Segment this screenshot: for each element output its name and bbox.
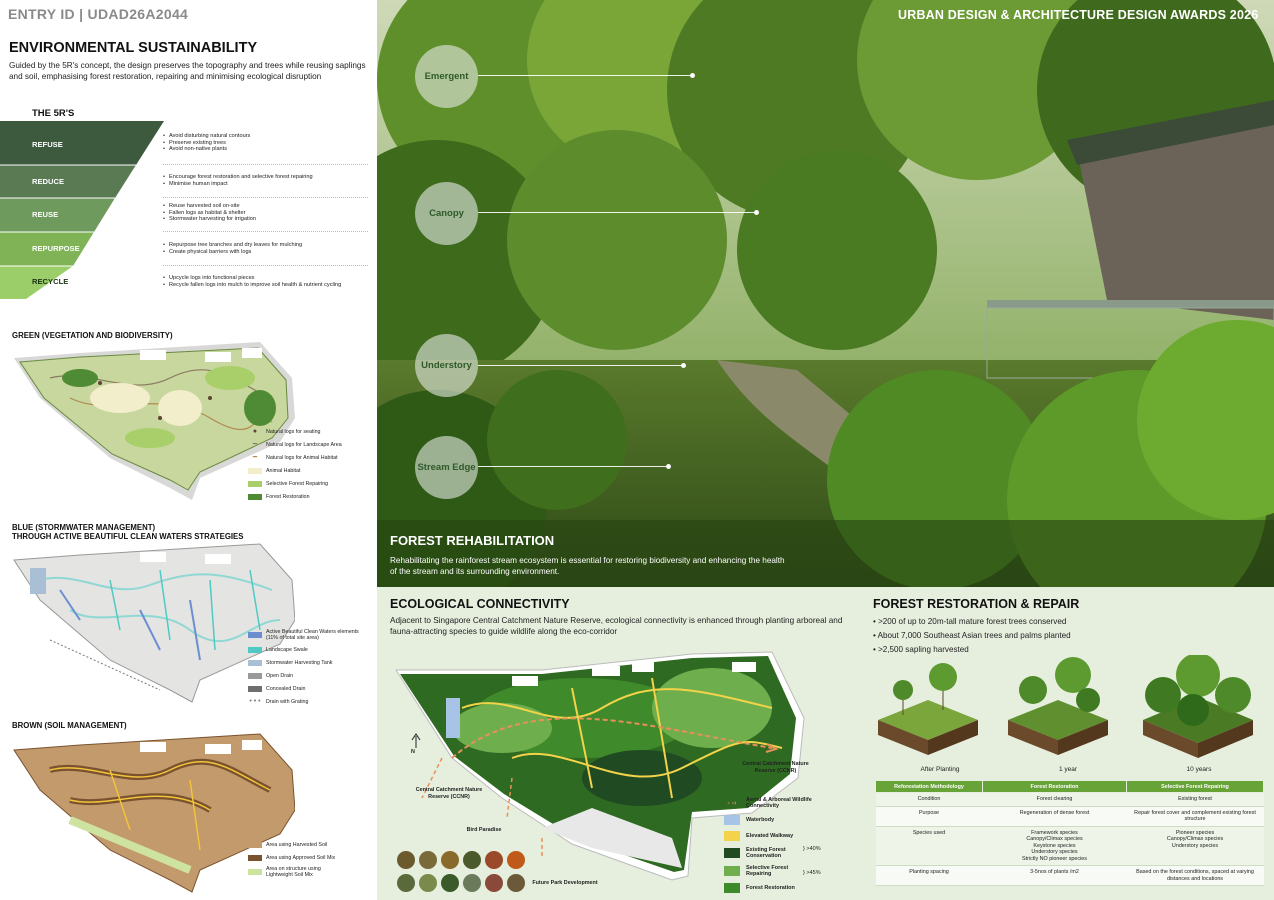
ann-ccnr-left: Central Catchment Nature Reserve (CCNR)	[415, 787, 483, 800]
pct-conservation: } >40%	[803, 846, 821, 852]
entry-id: ENTRY ID | UDAD26A2044	[8, 6, 189, 22]
blue-legend-item: Landscape Swale	[248, 643, 368, 656]
eco-legend-item: Forest Restoration	[724, 880, 824, 896]
r-label-reduce: REDUCE	[32, 177, 65, 186]
blue-legend-item: Concealed Drain	[248, 682, 368, 695]
brown-legend-item: Area using Approved Soil Mix	[248, 851, 348, 864]
layer-stream-edge: Stream Edge	[415, 436, 478, 499]
eco-legend-item: Existing Forest Conservation	[724, 844, 804, 862]
eco-title: ECOLOGICAL CONNECTIVITY	[390, 597, 570, 611]
blue-title: BLUE (STORMWATER MANAGEMENT) THROUGH ACTIVE BEAUTIFUL CLEAN WATERS STRATEGIES	[12, 523, 244, 541]
brown-legend	[248, 838, 348, 880]
table-header-row: Reforestation Methodology Forest Restoration Selective Forest Repairing	[876, 781, 1264, 793]
green-legend-item: ━ Natural logs for Landscape Area	[248, 438, 342, 451]
green-legend	[248, 425, 342, 503]
eco-legend	[724, 794, 824, 896]
green-legend-item: Selective Forest Repairing	[248, 477, 342, 490]
eco-legend-item: Selective Forest Repairing	[724, 862, 804, 880]
blue-legend-item: • • • Drain with Grating	[249, 698, 309, 705]
table-row: Condition Forest clearing Existing forest	[876, 793, 1264, 807]
blue-legend-item: Open Drain	[248, 669, 368, 682]
ann-ccnr-right: Central Catchment Nature Reserve (CCNR)	[742, 761, 809, 774]
environment-description: Guided by the 5R's concept, the design preserves the topography and trees while reusing saplings and soil, emphasising forest restoration, repairing and minimising ecological disruption	[9, 61, 366, 82]
blue-legend-item: Active Beautiful Clean Waters elements (11% of total site area)	[248, 627, 368, 643]
r-label-recycle: RECYCLE	[32, 277, 69, 286]
table-row: Purpose Regeneration of dense forest Repair forest cover and complement existing forest structure	[876, 806, 1264, 826]
ann-bird-paradise: Bird Paradise	[466, 827, 502, 833]
layer-understory: Understory	[415, 334, 478, 397]
green-title: GREEN (VEGETATION AND BIODIVERSITY)	[12, 331, 173, 340]
dotted-line-icon: • • •	[249, 698, 261, 705]
reforestation-table	[875, 780, 1264, 886]
ann-future-park: Future Park Development	[532, 880, 598, 886]
r-label-refuse: REFUSE	[32, 140, 63, 149]
block-1-year	[1008, 657, 1108, 755]
fauna-photo-grid	[397, 850, 527, 894]
restoration-bullet: • >2,500 sapling harvested	[873, 645, 969, 654]
restoration-bullet: • >200 of up to 20m-tall mature forest trees conserved	[873, 617, 1067, 626]
layer-canopy: Canopy	[415, 182, 478, 245]
eco-description: Adjacent to Singapore Central Catchment Nature Reserve, ecological connectivity is enhanced through planting arboreal and fauna-attracting species to guide wildlife along the eco-corridor	[390, 616, 843, 637]
r-bullets-reuse: • Reuse harvested soil on-site • Fallen logs as habitat & shelter • Stormwater harvesting for irrigation	[163, 203, 368, 223]
forest-rehab-title: FOREST REHABILITATION	[390, 533, 555, 548]
r-bullets-refuse: • Avoid disturbing natural contours • Preserve existing trees • Avoid non-native plants	[163, 133, 368, 153]
forest-rehab-description: Rehabilitating the rainforest stream ecosystem is essential for restoring biodiversity and enhancing the health of the stream and its surrounding environment.	[390, 556, 785, 576]
brown-legend-item: Area using Harvested Soil	[248, 838, 348, 851]
environment-title: ENVIRONMENTAL SUSTAINABILITY	[9, 40, 258, 56]
green-legend-item: Animal Habitat	[248, 464, 342, 477]
table-row: Species used Framework species Canopy/Climax species Keystone species Understory species Strictly NO pioneer species Pioneer species Canopy/Climax species Understory species	[876, 826, 1264, 866]
tri-band-refuse	[0, 121, 164, 165]
block-10-years	[1143, 655, 1253, 758]
eco-legend-item: Waterbody	[724, 812, 824, 828]
forest-photo	[377, 0, 1274, 587]
green-legend-item: Forest Restoration	[248, 490, 342, 503]
r-bullets-repurpose: • Repurpose tree branches and dry leaves for mulching • Create physical barriers with logs	[163, 242, 368, 255]
r-label-repurpose: REPURPOSE	[32, 244, 80, 253]
north-arrow-label: N	[411, 749, 415, 755]
caption-1-year: 1 year	[1058, 766, 1078, 773]
eco-legend-item: Elevated Walkway	[724, 828, 824, 844]
tri-band-reduce	[0, 165, 136, 198]
eco-legend-item: - -› Aerial & Arboreal Wildlife Connectivity	[724, 794, 824, 812]
green-legend-item: ━ Natural logs for Animal Habitat	[248, 451, 342, 464]
green-legend-item: ● Natural logs for seating	[248, 425, 342, 438]
r-label-reuse: REUSE	[32, 210, 59, 219]
layer-emergent: Emergent	[415, 45, 478, 108]
pct-repairing: } >45%	[803, 870, 821, 876]
table-row: Planting spacing 3-5nos of plants /m2 Based on the forest conditions, spaced at varying distances and locations	[876, 866, 1264, 886]
r-bullets-reduce: • Encourage forest restoration and selective forest repairing • Minimise human impact	[163, 174, 368, 187]
blue-legend-item: Stormwater Harvesting Tank	[248, 656, 368, 669]
brown-title: BROWN (SOIL MANAGEMENT)	[12, 721, 127, 730]
block-after-planting	[878, 663, 978, 755]
forest-growth-blocks	[873, 655, 1268, 765]
five-rs-triangle	[0, 121, 170, 301]
brown-legend-item: Area on structure using Lightweight Soil Mix	[248, 864, 348, 880]
restoration-title: FOREST RESTORATION & REPAIR	[873, 597, 1080, 611]
dashed-arrow-icon: - -›	[727, 799, 737, 807]
log-line-icon: ━	[252, 441, 258, 448]
five-rs-title: THE 5R'S	[32, 108, 75, 119]
caption-after-planting: After Planting	[920, 766, 960, 773]
caption-10-years: 10 years	[1186, 766, 1212, 773]
restoration-bullet: • About 7,000 Southeast Asian trees and palms planted	[873, 631, 1071, 640]
log-dot-icon: ●	[252, 428, 258, 435]
awards-title: URBAN DESIGN & ARCHITECTURE DESIGN AWARDS 2026	[898, 8, 1259, 22]
r-bullets-recycle: • Upcycle logs into functional pieces • Recycle fallen logs into mulch to improve soil health & nutrient cycling	[163, 275, 368, 288]
blue-legend	[248, 627, 368, 708]
log-line-icon: ━	[252, 454, 258, 461]
